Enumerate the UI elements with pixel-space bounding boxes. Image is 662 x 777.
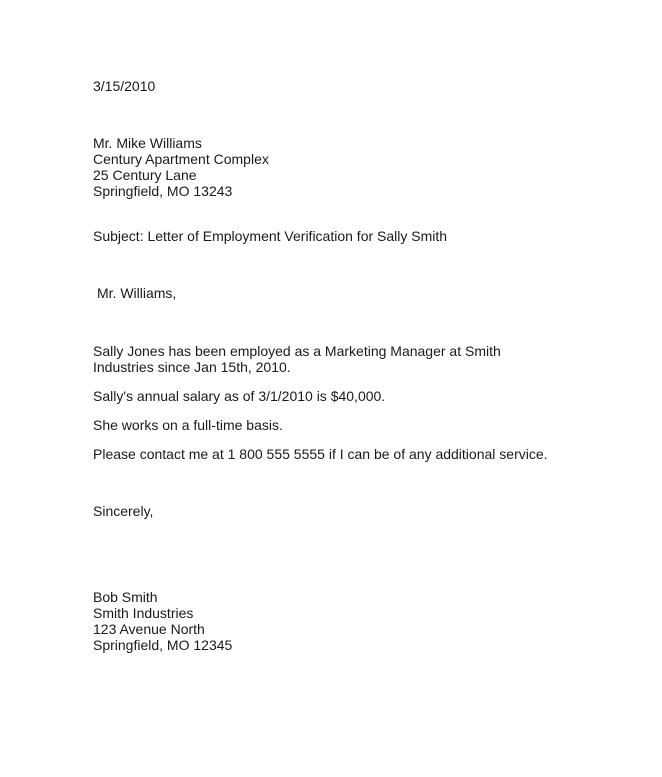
letter-closing: Sincerely, [93,503,154,519]
sender-city-state-zip: Springfield, MO 12345 [93,637,233,653]
sender-street: 123 Avenue North [93,621,205,637]
recipient-company: Century Apartment Complex [93,151,269,167]
letter-date: 3/15/2010 [93,78,156,94]
body-line: Sally Jones has been employed as a Marketing Manager at Smith [93,343,501,359]
recipient-city-state-zip: Springfield, MO 13243 [93,183,233,199]
body-line: Industries since Jan 15th, 2010. [93,359,291,375]
sender-company: Smith Industries [93,605,194,621]
recipient-street: 25 Century Lane [93,167,197,183]
letter-salutation: Mr. Williams, [97,285,177,301]
sender-name: Bob Smith [93,589,158,605]
body-line: She works on a full-time basis. [93,417,283,433]
body-line: Please contact me at 1 800 555 5555 if I can be of any additional service. [93,446,548,462]
letter-subject: Subject: Letter of Employment Verification for Sally Smith [93,228,448,244]
recipient-name: Mr. Mike Williams [93,135,202,151]
body-line: Sally's annual salary as of 3/1/2010 is $40,000. [93,388,386,404]
